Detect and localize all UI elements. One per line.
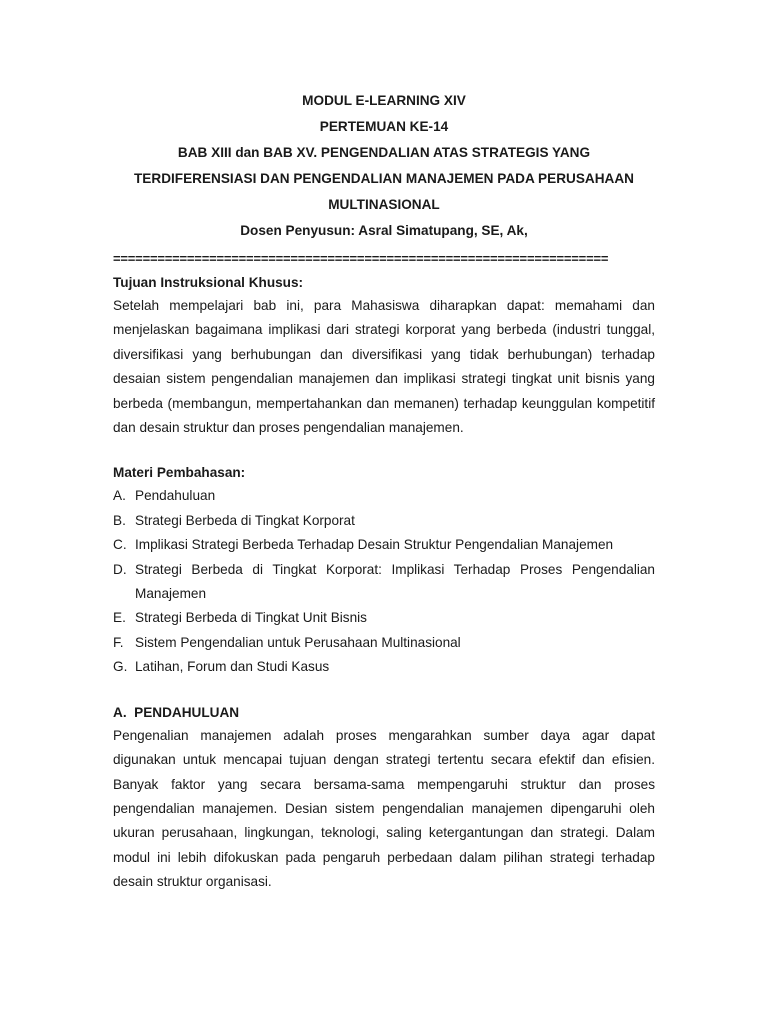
objectives-paragraph: Setelah mempelajari bab ini, para Mahasiswa diharapkan dapat: memahami dan menjelaskan bagaimana implikasi dari strategi korporat yang berbeda (industri tunggal, diversifikasi yang berhubungan dan diversifikasi yang tidak berhubungan) terhadap desaian sistem pengendalian manajemen dan implikasi strategi tingkat unit bisnis yang berbeda (membangun, mempertahankan dan memanen) terhadap keunggulan kompetitif dan desain struktur dan proses pengendalian manajemen.: [113, 298, 655, 436]
list-marker: A.: [113, 488, 126, 504]
materials-list: [113, 484, 655, 679]
list-marker: E.: [113, 610, 126, 626]
list-item-text: Strategi Berbeda di Tingkat Korporat: Implikasi Terhadap Proses Pengendalian Manajemen: [135, 561, 655, 602]
author-line: Dosen Penyusun: Asral Simatupang, SE, Ak,: [240, 223, 528, 238]
list-marker: G.: [113, 659, 128, 675]
list-marker: D.: [113, 561, 127, 577]
list-marker: B.: [113, 512, 126, 528]
chapter-title-line-1: BAB XIII dan BAB XV. PENGENDALIAN ATAS STRATEGIS YANG: [177, 145, 591, 160]
list-item-text: Strategi Berbeda di Tingkat Unit Bisnis: [135, 610, 367, 626]
materials-heading: Materi Pembahasan:: [113, 465, 246, 481]
chapter-title-line-3: MULTINASIONAL: [328, 197, 440, 212]
list-item: [113, 558, 655, 607]
list-item: [113, 655, 655, 679]
list-item: [113, 484, 655, 508]
list-item: [113, 606, 655, 630]
introduction-paragraph: Pengenalian manajemen adalah proses mengarahkan sumber daya agar dapat digunakan untuk mencapai tujuan dengan strategi tertentu secara efektif dan efisien. Banyak faktor yang secara bersama-sama mempengaruhi struktur dan proses pengendalian manajemen. Desian sistem pengendalian manajemen dipengaruhi oleh ukuran perusahaan, lingkungan, teknologi, saling ketergantungan dan strategi. Dalam modul ini lebih difokuskan pada pengaruh perbedaan dalam pilihan strategi terhadap desain struktur organisasi.: [113, 727, 655, 890]
module-title: MODUL E-LEARNING XIV: [302, 93, 466, 108]
separator-line: ===================================================================: [113, 251, 609, 266]
list-item-text: Sistem Pengendalian untuk Perusahaan Multinasional: [135, 634, 461, 650]
list-marker: F.: [113, 634, 124, 650]
objectives-heading: Tujuan Instruksional Khusus:: [113, 275, 304, 290]
list-item-text: Implikasi Strategi Berbeda Terhadap Desain Struktur Pengendalian Manajemen: [135, 537, 614, 553]
list-item: [113, 509, 655, 533]
chapter-title-line-2: TERDIFERENSIASI DAN PENGENDALIAN MANAJEMEN PADA PERUSAHAAN: [134, 171, 634, 186]
document-page: [113, 88, 655, 895]
list-item-text: Pendahuluan: [135, 488, 216, 504]
list-marker: C.: [113, 537, 127, 553]
meeting-number: PERTEMUAN KE-14: [319, 119, 449, 134]
introduction-heading: A. PENDAHULUAN: [113, 704, 240, 720]
list-item-text: Strategi Berbeda di Tingkat Korporat: [135, 512, 355, 528]
list-item-text: Latihan, Forum dan Studi Kasus: [135, 659, 330, 675]
list-item: [113, 533, 655, 557]
list-item: [113, 631, 655, 655]
